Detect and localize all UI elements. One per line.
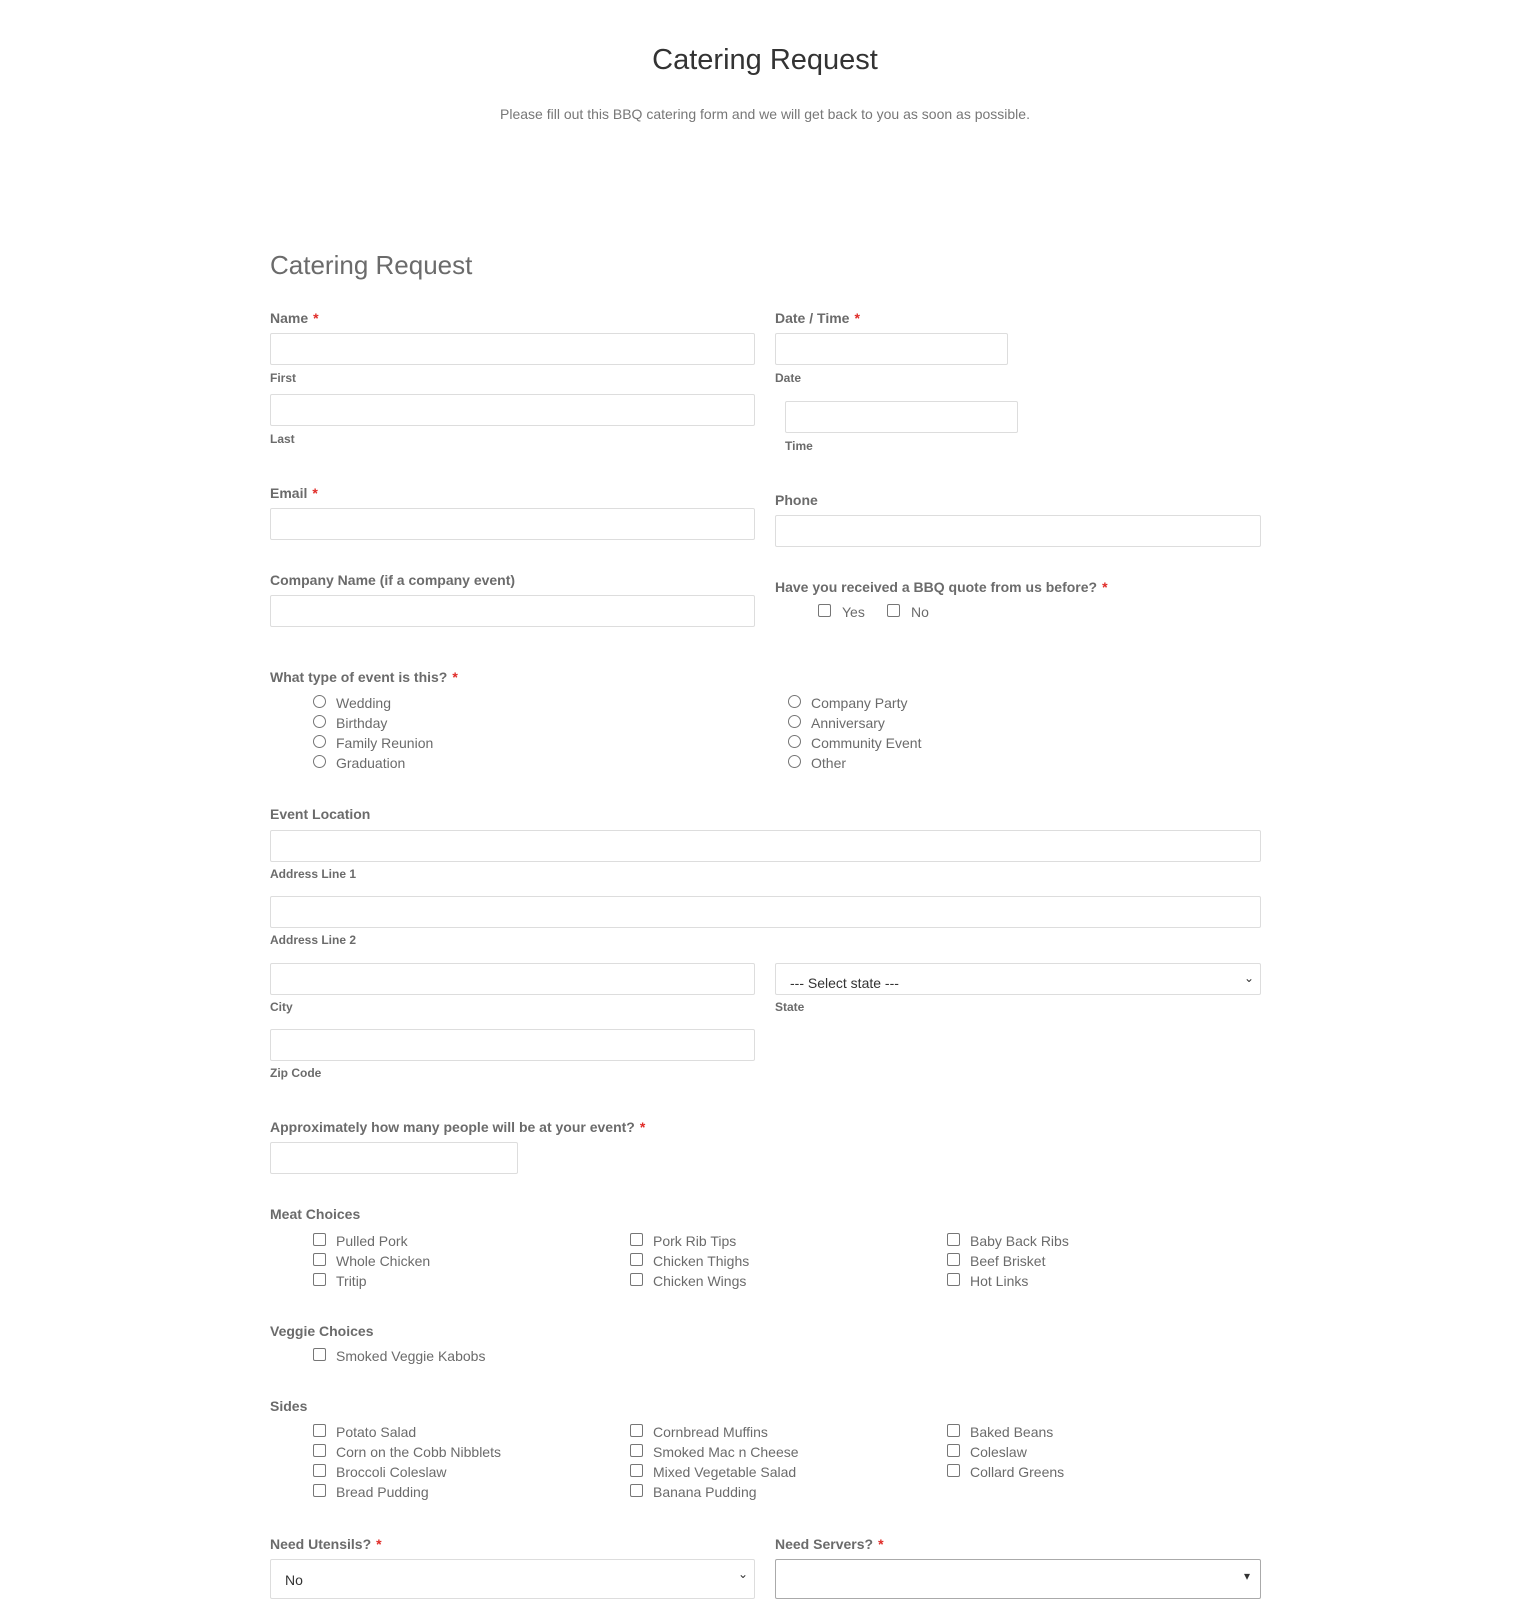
veggie-choices-label: Veggie Choices: [270, 1323, 374, 1339]
servers-select[interactable]: [775, 1559, 1261, 1599]
checkbox[interactable]: [313, 1253, 326, 1266]
email-label: Email *: [270, 485, 318, 501]
checkbox[interactable]: [947, 1464, 960, 1477]
company-label: Company Name (if a company event): [270, 572, 516, 588]
checkbox[interactable]: [313, 1233, 326, 1246]
quote-label: Have you received a BBQ quote from us before? *: [775, 579, 1108, 595]
radio-button[interactable]: [788, 755, 801, 768]
city-input[interactable]: [270, 963, 755, 995]
radio-button[interactable]: [313, 755, 326, 768]
state-sublabel: State: [775, 1000, 805, 1014]
radio-button[interactable]: [313, 715, 326, 728]
first-name-input[interactable]: [270, 333, 755, 365]
checkbox[interactable]: [313, 1273, 326, 1286]
company-input[interactable]: [270, 595, 755, 627]
checkbox[interactable]: [630, 1444, 643, 1457]
state-select[interactable]: [775, 963, 1261, 995]
people-count-input[interactable]: [270, 1142, 518, 1174]
chevron-down-icon: ⌄: [737, 1567, 748, 1581]
name-label: Name *: [270, 310, 319, 326]
utensils-select[interactable]: [270, 1559, 755, 1599]
utensils-select-value: No: [285, 1572, 303, 1588]
radio-button[interactable]: [788, 715, 801, 728]
time-sublabel: Time: [785, 439, 813, 453]
sides-label: Sides: [270, 1398, 308, 1414]
city-sublabel: City: [270, 1000, 293, 1014]
time-input[interactable]: [785, 401, 1018, 433]
radio-button[interactable]: [313, 735, 326, 748]
page-subtitle: Please fill out this BBQ catering form and we will get back to you as soon as possible.: [500, 106, 1030, 122]
event-type-label: What type of event is this? *: [270, 669, 458, 685]
zip-input[interactable]: [270, 1029, 755, 1061]
checkbox[interactable]: [947, 1444, 960, 1457]
checkbox[interactable]: [887, 604, 900, 617]
address-line1-input[interactable]: [270, 830, 1261, 862]
phone-label: Phone: [775, 492, 818, 508]
utensils-label: Need Utensils? *: [270, 1536, 382, 1552]
first-sublabel: First: [270, 371, 297, 385]
checkbox[interactable]: [630, 1273, 643, 1286]
checkbox[interactable]: [947, 1253, 960, 1266]
checkbox[interactable]: [313, 1348, 326, 1361]
caret-down-icon: ▾: [1243, 1569, 1250, 1583]
email-input[interactable]: [270, 508, 755, 540]
event-location-label: Event Location: [270, 806, 371, 822]
address-line2-input[interactable]: [270, 896, 1261, 928]
zip-sublabel: Zip Code: [270, 1066, 322, 1080]
servers-label: Need Servers? *: [775, 1536, 884, 1552]
checkbox[interactable]: [313, 1424, 326, 1437]
address-line2-sublabel: Address Line 2: [270, 933, 357, 947]
last-name-input[interactable]: [270, 394, 755, 426]
checkbox[interactable]: [947, 1424, 960, 1437]
state-select-value: --- Select state ---: [790, 975, 899, 991]
radio-button[interactable]: [313, 695, 326, 708]
page-title: Catering Request: [652, 44, 878, 76]
date-sublabel: Date: [775, 371, 802, 385]
address-line1-sublabel: Address Line 1: [270, 867, 357, 881]
phone-input[interactable]: [775, 515, 1261, 547]
last-sublabel: Last: [270, 432, 295, 446]
checkbox[interactable]: [630, 1464, 643, 1477]
radio-button[interactable]: [788, 695, 801, 708]
datetime-label: Date / Time *: [775, 310, 860, 326]
checkbox[interactable]: [947, 1233, 960, 1246]
date-input[interactable]: [775, 333, 1008, 365]
checkbox[interactable]: [313, 1444, 326, 1457]
checkbox[interactable]: [630, 1233, 643, 1246]
form-title: Catering Request: [270, 250, 473, 280]
checkbox[interactable]: [313, 1484, 326, 1497]
people-count-label: Approximately how many people will be at your event? *: [270, 1119, 646, 1135]
meat-choices-label: Meat Choices: [270, 1206, 361, 1222]
chevron-down-icon: ⌄: [1243, 971, 1254, 985]
checkbox[interactable]: [630, 1424, 643, 1437]
checkbox[interactable]: [818, 604, 831, 617]
radio-button[interactable]: [788, 735, 801, 748]
checkbox[interactable]: [947, 1273, 960, 1286]
checkbox[interactable]: [313, 1464, 326, 1477]
checkbox[interactable]: [630, 1253, 643, 1266]
checkbox[interactable]: [630, 1484, 643, 1497]
